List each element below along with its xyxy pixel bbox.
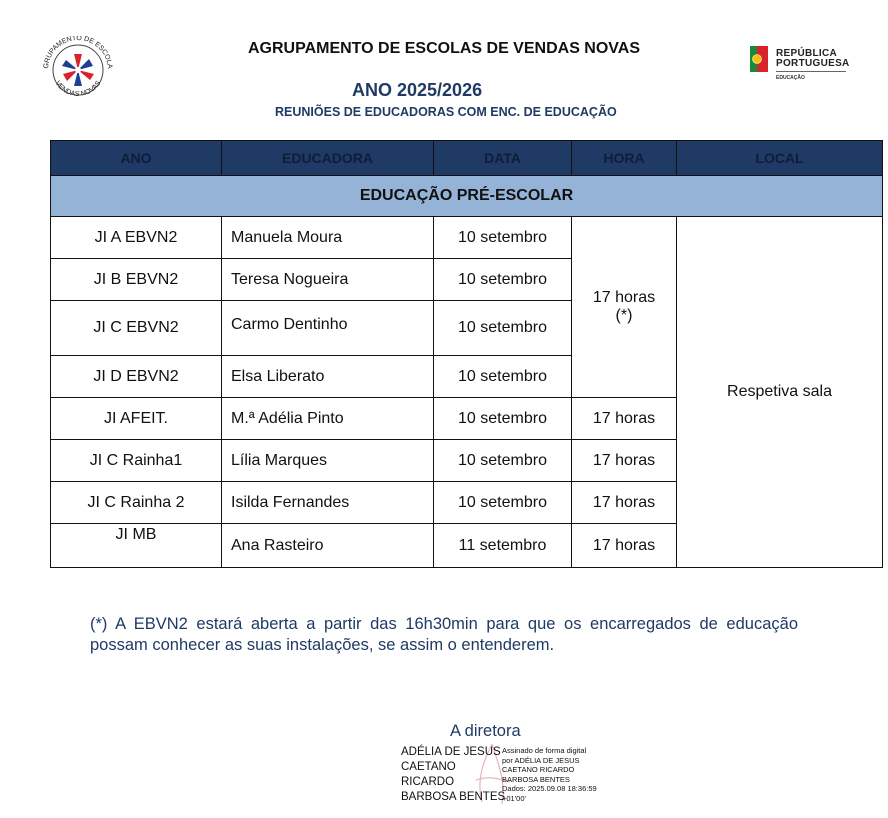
signer-name xyxy=(401,745,505,805)
cell-hora: 17 horas xyxy=(572,524,677,568)
cell-data: 10 setembro xyxy=(434,398,572,440)
signature-info-line: Assinado de forma digital xyxy=(502,746,587,755)
table-header-row xyxy=(51,141,883,176)
column-header-hora: HORA xyxy=(572,141,677,176)
signature-info-line: BARBOSA BENTES xyxy=(502,774,570,784)
logo-text-portuguesa: PORTUGUESA xyxy=(776,58,850,69)
cell-hora: 17 horas xyxy=(572,398,677,440)
cell-data: 10 setembro xyxy=(434,259,572,301)
section-title: EDUCAÇÃO PRÉ-ESCOLAR xyxy=(51,176,883,217)
svg-text:AGRUPAMENTO DE ESCOLAS: GRUPAMENTO DE ESCOLA xyxy=(42,36,114,70)
cell-data: 11 setembro xyxy=(434,524,572,568)
cell-data: 10 setembro xyxy=(434,217,572,259)
signer-name-line: BARBOSA BENTES xyxy=(401,791,506,803)
cell-ano: JI AFEIT. xyxy=(51,398,222,440)
educadora-name: Carmo Dentinho xyxy=(231,316,348,333)
cell-educadora: Isilda Fernandes xyxy=(222,482,434,524)
cell-hora-merged xyxy=(572,217,677,398)
cell-educadora: Manuela Moura xyxy=(222,217,434,259)
column-header-educadora: EDUCADORA xyxy=(222,141,434,176)
column-header-ano: ANO xyxy=(51,141,222,176)
cell-ano: JI C Rainha 2 xyxy=(51,482,222,524)
logo-text-republica: REPÚBLICA xyxy=(776,48,838,59)
meeting-schedule-table xyxy=(50,140,883,568)
cell-ano: JI A EBVN2 xyxy=(51,217,222,259)
cell-educadora: Ana Rasteiro xyxy=(222,524,434,568)
footnote: (*) A EBVN2 estará aberta a partir das 16h30min para que os encarregados de educação possam conhecer as suas instalações, se assim o entenderem. xyxy=(90,615,798,654)
signature-info-line: +01'00' xyxy=(502,793,526,803)
signature-info-line: Dados: 2025.09.08 18:36:59 xyxy=(502,784,597,793)
signature-info-line: por ADÉLIA DE JESUS xyxy=(502,755,580,765)
signer-name-line: ADÉLIA DE JESUS xyxy=(401,746,501,758)
column-header-data: DATA xyxy=(434,141,572,176)
signer-name-line: CAETANO xyxy=(401,761,456,773)
cell-educadora: M.ª Adélia Pinto xyxy=(222,398,434,440)
cell-local: Respetiva sala xyxy=(677,217,883,568)
cell-educadora: Lília Marques xyxy=(222,440,434,482)
cell-data: 10 setembro xyxy=(434,356,572,398)
cell-ano: JI C EBVN2 xyxy=(51,301,222,356)
signature-info-line: CAETANO RICARDO xyxy=(502,765,575,774)
section-row xyxy=(51,176,883,217)
document-subtitle: REUNIÕES DE EDUCADORAS COM ENC. DE EDUCAÇÃO xyxy=(275,105,617,119)
cell-hora: 17 horas xyxy=(572,440,677,482)
hora-merged-line1: 17 horas xyxy=(592,289,656,306)
column-header-local: LOCAL xyxy=(677,141,883,176)
svg-text:VENDAS NOVAS: VENDAS NOVAS xyxy=(53,79,103,99)
cell-ano: JI C Rainha1 xyxy=(51,440,222,482)
cell-educadora: Teresa Nogueira xyxy=(222,259,434,301)
cell-ano: JI B EBVN2 xyxy=(51,259,222,301)
logo-divider xyxy=(776,71,846,72)
hora-merged-line2: (*) xyxy=(615,307,633,324)
cell-educadora: Elsa Liberato xyxy=(222,356,434,398)
signer-name-line: RICARDO xyxy=(401,776,455,788)
cell-ano: JI D EBVN2 xyxy=(51,356,222,398)
cell-educadora xyxy=(222,301,434,356)
logo-text-educacao: EDUCAÇÃO xyxy=(776,75,805,81)
cell-data: 10 setembro xyxy=(434,482,572,524)
school-title: AGRUPAMENTO DE ESCOLAS DE VENDAS NOVAS xyxy=(247,40,641,57)
cell-hora: 17 horas xyxy=(572,482,677,524)
school-year: ANO 2025/2026 xyxy=(352,80,483,100)
director-title: A diretora xyxy=(450,722,521,740)
cell-ano: JI MB xyxy=(51,524,222,568)
cell-data: 10 setembro xyxy=(434,301,572,356)
digital-signature-info xyxy=(502,746,597,803)
cell-data: 10 setembro xyxy=(434,440,572,482)
table-row xyxy=(51,217,883,259)
